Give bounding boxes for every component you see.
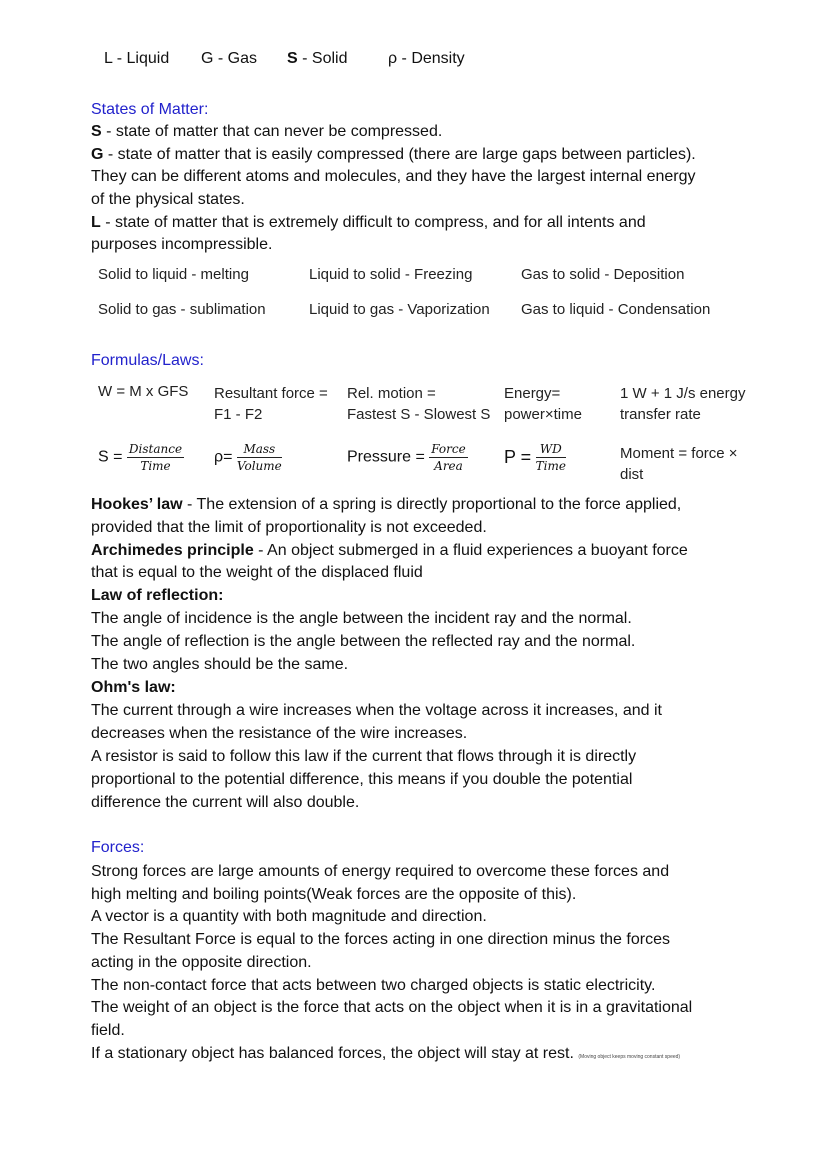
key-symbol: S: [287, 50, 298, 67]
formula-weight: [98, 383, 188, 400]
transition-cell: Solid to gas - sublimation: [98, 301, 266, 318]
formula-label: Pressure =: [347, 448, 425, 466]
key-text: - Solid: [297, 50, 348, 67]
liquid-definition: [91, 214, 646, 232]
key-symbol: G: [201, 50, 214, 67]
reflection-title: Law of reflection:: [91, 587, 224, 604]
transition-cell: Solid to liquid - melting: [98, 266, 249, 283]
formula-label: P =: [504, 447, 532, 467]
hookes-law-text: - The extension of a spring is directly proportional to the force applied,: [182, 496, 682, 513]
transition-cell: Gas to liquid - Condensation: [521, 301, 711, 318]
states-heading: States of Matter:: [91, 101, 209, 118]
key-symbol: L: [104, 50, 113, 67]
ohms-line: The current through a wire increases when the voltage across it increases, and it: [91, 702, 662, 719]
archimedes-text: - An object submerged in a fluid experiences a buoyant force: [253, 542, 688, 559]
formula-speed: [98, 442, 184, 473]
formula-density: [214, 442, 282, 473]
liquid-label: L: [91, 214, 101, 231]
transition-cell: Gas to solid - Deposition: [521, 266, 685, 283]
key-text: - Density: [397, 50, 465, 67]
key-gas: [201, 50, 257, 68]
transition-cell: Liquid to gas - Vaporization: [309, 301, 490, 318]
reflection-line: The two angles should be the same.: [91, 656, 349, 673]
formulas-heading: Formulas/Laws:: [91, 352, 204, 369]
formula-moment: [620, 443, 738, 485]
gas-definition-line2: They can be different atoms and molecules, and they have the largest internal energy: [91, 168, 696, 185]
denominator: Time: [140, 459, 171, 473]
key-liquid: [104, 50, 169, 68]
formula-line: Moment = force ×: [620, 445, 738, 462]
ohms-line: proportional to the potential difference, this means if you double the potential: [91, 771, 633, 788]
solid-definition: [91, 123, 442, 141]
ohms-line: difference the current will also double.: [91, 794, 360, 811]
liquid-definition-line2: purposes incompressible.: [91, 236, 273, 253]
fraction: [127, 442, 184, 473]
formula-relative-motion: [347, 383, 490, 425]
formula-pressure: [347, 442, 468, 473]
forces-line: The weight of an object is the force that acts on the object when it is in a gravitational: [91, 999, 693, 1016]
numerator: Force: [431, 442, 466, 456]
formula-line: Rel. motion =: [347, 385, 436, 402]
key-solid: [287, 50, 347, 68]
formula-watt: [620, 383, 745, 425]
formula-label: ρ=: [214, 448, 233, 466]
formula-line: Resultant force =: [214, 385, 328, 402]
forces-line: The Resultant Force is equal to the forces acting in one direction minus the forces: [91, 931, 670, 948]
hookes-law-line2: provided that the limit of proportionality is not exceeded.: [91, 519, 487, 536]
formula-resultant-force: [214, 383, 328, 425]
hookes-law-title: Hookes’ law: [91, 496, 183, 513]
formula-power: [504, 442, 566, 473]
formula-line: dist: [620, 466, 644, 483]
formula-line: 1 W + 1 J/s energy: [620, 385, 746, 402]
fraction: [237, 442, 282, 473]
footnote: (Moving object keeps moving constant speed): [578, 1054, 681, 1060]
transition-cell: Liquid to solid - Freezing: [309, 266, 473, 283]
reflection-line: The angle of reflection is the angle between the reflected ray and the normal.: [91, 633, 636, 650]
gas-text: - state of matter that is easily compressed (there are large gaps between particles).: [103, 146, 696, 163]
fraction: [536, 442, 566, 473]
gas-definition: [91, 146, 696, 164]
fraction: [429, 442, 467, 473]
formula-line: F1 - F2: [214, 406, 263, 423]
key-symbol: ρ: [388, 50, 398, 67]
numerator: Mass: [237, 442, 282, 458]
forces-line: field.: [91, 1022, 125, 1039]
liquid-text: - state of matter that is extremely difficult to compress, and for all intents and: [100, 214, 646, 231]
key-density: [388, 50, 465, 68]
gas-label: G: [91, 146, 104, 163]
ohms-line: A resistor is said to follow this law if the current that flows through it is directly: [91, 748, 637, 765]
solid-label: S: [91, 123, 102, 140]
forces-line: A vector is a quantity with both magnitude and direction.: [91, 908, 487, 925]
key-text: - Liquid: [112, 50, 170, 67]
formula-label: S =: [98, 448, 123, 466]
formula-line: power×time: [504, 406, 582, 423]
forces-line: If a stationary object has balanced forces, the object will stay at rest.: [91, 1045, 574, 1062]
forces-line: high melting and boiling points(Weak forces are the opposite of this).: [91, 886, 577, 903]
ohms-law-title: Ohm's law:: [91, 679, 176, 696]
denominator: Area: [434, 459, 463, 473]
forces-heading: Forces:: [91, 839, 145, 856]
hookes-law: [91, 496, 681, 514]
numerator: Distance: [128, 442, 183, 456]
formula-energy: [504, 383, 582, 425]
archimedes-title: Archimedes principle: [91, 542, 254, 559]
key-text: - Gas: [213, 50, 258, 67]
ohms-line: decreases when the resistance of the wire increases.: [91, 725, 468, 742]
forces-line: The non-contact force that acts between two charged objects is static electricity.: [91, 977, 656, 994]
numerator: WD: [536, 442, 566, 458]
gas-definition-line3: of the physical states.: [91, 191, 245, 208]
forces-last-line: [91, 1045, 680, 1063]
formula-line: W = M x GFS: [98, 383, 189, 400]
archimedes-principle: [91, 542, 688, 560]
formula-line: Energy=: [504, 385, 561, 402]
forces-line: Strong forces are large amounts of energy required to overcome these forces and: [91, 863, 670, 880]
formula-line: transfer rate: [620, 406, 701, 423]
denominator: Time: [535, 459, 566, 473]
solid-text: - state of matter that can never be compressed.: [101, 123, 443, 140]
archimedes-line2: that is equal to the weight of the displaced fluid: [91, 564, 423, 581]
formula-line: Fastest S - Slowest S: [347, 406, 491, 423]
reflection-line: The angle of incidence is the angle between the incident ray and the normal.: [91, 610, 632, 627]
denominator: Volume: [236, 459, 282, 473]
forces-line: acting in the opposite direction.: [91, 954, 312, 971]
